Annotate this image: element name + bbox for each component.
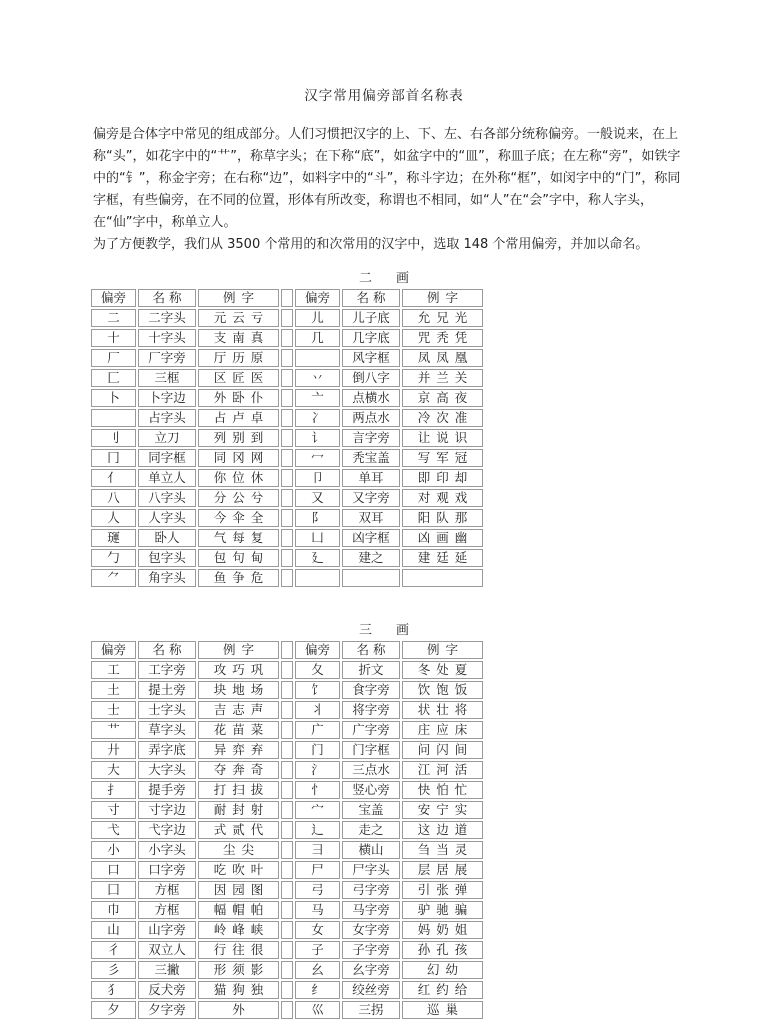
radical-cell <box>91 409 136 427</box>
example-cell: 巡 巢 <box>402 1001 483 1019</box>
radical-cell: 口 <box>91 861 136 879</box>
radical-cell: 廾 <box>91 741 136 759</box>
gap-cell <box>281 681 293 699</box>
example-cell: 层 居 展 <box>402 861 483 879</box>
radical-cell: 人 <box>91 509 136 527</box>
name-cell: 马字旁 <box>342 901 400 919</box>
example-cell: 列 别 到 <box>198 429 279 447</box>
header-name-cell: 名 称 <box>342 641 400 659</box>
radical-cell: 冂 <box>91 449 136 467</box>
gap-cell <box>281 289 293 307</box>
gap-cell <box>281 801 293 819</box>
example-cell: 凤 凤 凰 <box>402 349 483 367</box>
name-cell: 方框 <box>138 881 196 899</box>
table-row <box>91 469 483 487</box>
table-row <box>91 369 483 387</box>
radical-cell: 山 <box>91 921 136 939</box>
gap-cell <box>281 961 293 979</box>
example-cell: 写 军 冠 <box>402 449 483 467</box>
radical-cell: 弋 <box>91 821 136 839</box>
example-cell: 支 南 真 <box>198 329 279 347</box>
header-name-cell: 名 称 <box>342 289 400 307</box>
radical-cell: 马 <box>295 901 340 919</box>
table-row <box>91 761 483 779</box>
radical-cell: 厂 <box>91 349 136 367</box>
section-word: 画 <box>396 271 410 286</box>
name-cell: 立刀 <box>138 429 196 447</box>
radical-cell: 冫 <box>295 409 340 427</box>
header-example-cell: 例 字 <box>402 641 483 659</box>
name-cell: 凶字框 <box>342 529 400 547</box>
gap-cell <box>281 661 293 679</box>
example-cell: 耐 封 射 <box>198 801 279 819</box>
name-cell: 幺字旁 <box>342 961 400 979</box>
name-cell: 弓字旁 <box>342 881 400 899</box>
name-cell <box>342 569 400 587</box>
name-cell: 士字头 <box>138 701 196 719</box>
table-row <box>91 881 483 899</box>
radical-cell: 八 <box>91 489 136 507</box>
radical-cell: 凵 <box>295 529 340 547</box>
name-cell: 单立人 <box>138 469 196 487</box>
name-cell: 双耳 <box>342 509 400 527</box>
gap-cell <box>281 449 293 467</box>
example-cell: 打 扫 拔 <box>198 781 279 799</box>
radical-table-three-strokes <box>89 639 485 1021</box>
header-example-cell: 例 字 <box>402 289 483 307</box>
radical-cell: 尸 <box>295 861 340 879</box>
example-cell: 猫 狗 独 <box>198 981 279 999</box>
gap-cell <box>281 409 293 427</box>
radical-cell: 囗 <box>91 881 136 899</box>
name-cell: 三点水 <box>342 761 400 779</box>
example-cell: 夺 奔 奇 <box>198 761 279 779</box>
radical-cell: 夂 <box>295 661 340 679</box>
radical-cell: 卩 <box>295 469 340 487</box>
example-cell: 并 兰 关 <box>402 369 483 387</box>
example-cell: 孙 孔 孩 <box>402 941 483 959</box>
radical-cell: 刂 <box>91 429 136 447</box>
example-cell: 外 <box>198 1001 279 1019</box>
radical-cell: 冖 <box>295 449 340 467</box>
example-cell: 阳 队 那 <box>402 509 483 527</box>
section-word: 画 <box>396 623 410 638</box>
radical-cell: 夕 <box>91 1001 136 1019</box>
example-cell: 冷 次 准 <box>402 409 483 427</box>
gap-cell <box>281 641 293 659</box>
gap-cell <box>281 881 293 899</box>
name-cell: 单耳 <box>342 469 400 487</box>
radical-cell: 卜 <box>91 389 136 407</box>
section-title-three-strokes <box>0 619 768 638</box>
name-cell: 折文 <box>342 661 400 679</box>
radical-cell: 彳 <box>91 941 136 959</box>
radical-cell: 氵 <box>295 761 340 779</box>
section-number: 三 <box>358 623 372 638</box>
gap-cell <box>281 309 293 327</box>
name-cell: 八字头 <box>138 489 196 507</box>
name-cell: 儿子底 <box>342 309 400 327</box>
radical-cell: 艹 <box>91 721 136 739</box>
example-cell: 鱼 争 危 <box>198 569 279 587</box>
example-cell: 幻 幼 <box>402 961 483 979</box>
header-example-cell: 例 字 <box>198 641 279 659</box>
radical-cell: 广 <box>295 721 340 739</box>
example-cell: 式 贰 代 <box>198 821 279 839</box>
example-cell: 外 卧 仆 <box>198 389 279 407</box>
name-cell: 占字头 <box>138 409 196 427</box>
table-row <box>91 409 483 427</box>
example-cell: 这 边 道 <box>402 821 483 839</box>
name-cell: 建之 <box>342 549 400 567</box>
table-row <box>91 941 483 959</box>
radical-cell: 彐 <box>295 841 340 859</box>
name-cell: 几字底 <box>342 329 400 347</box>
gap-cell <box>281 721 293 739</box>
example-cell: 对 观 戏 <box>402 489 483 507</box>
radical-cell: ⺈ <box>91 569 136 587</box>
gap-cell <box>281 761 293 779</box>
gap-cell <box>281 329 293 347</box>
name-cell: 提土旁 <box>138 681 196 699</box>
example-cell: 因 园 图 <box>198 881 279 899</box>
example-cell: 吃 吹 叶 <box>198 861 279 879</box>
radical-cell: 丷 <box>295 369 340 387</box>
example-cell: 攻 巧 巩 <box>198 661 279 679</box>
example-cell: 红 约 给 <box>402 981 483 999</box>
name-cell: 人字头 <box>138 509 196 527</box>
name-cell: 门字框 <box>342 741 400 759</box>
name-cell: 寸字边 <box>138 801 196 819</box>
radical-cell: 又 <box>295 489 340 507</box>
name-cell: 工字旁 <box>138 661 196 679</box>
example-cell: 京 高 夜 <box>402 389 483 407</box>
name-cell: 绞丝旁 <box>342 981 400 999</box>
radical-cell: 饣 <box>295 681 340 699</box>
name-cell: 弄字底 <box>138 741 196 759</box>
name-cell: 竖心旁 <box>342 781 400 799</box>
gap-cell <box>281 469 293 487</box>
gap-cell <box>281 861 293 879</box>
table-row <box>91 841 483 859</box>
radical-cell: 宀 <box>295 801 340 819</box>
table-row <box>91 661 483 679</box>
table-row <box>91 801 483 819</box>
radical-cell: 讠 <box>295 429 340 447</box>
example-cell: 饮 饱 饭 <box>402 681 483 699</box>
example-cell: 安 宁 实 <box>402 801 483 819</box>
table-row <box>91 921 483 939</box>
gap-cell <box>281 701 293 719</box>
radical-cell: 彡 <box>91 961 136 979</box>
example-cell: 问 闪 间 <box>402 741 483 759</box>
name-cell: 食字旁 <box>342 681 400 699</box>
radical-cell: 犭 <box>91 981 136 999</box>
intro-paragraph: 为了方便教学，我们从 3500 个常用的和次常用的汉字中，选取 148 个常用偏旁，并加以命名。 <box>93 237 649 252</box>
radical-cell: 土 <box>91 681 136 699</box>
gap-cell <box>281 901 293 919</box>
example-cell: 即 印 却 <box>402 469 483 487</box>
example-cell: 块 地 场 <box>198 681 279 699</box>
gap-cell <box>281 981 293 999</box>
name-cell: 言字旁 <box>342 429 400 447</box>
radical-cell: 女 <box>295 921 340 939</box>
name-cell: 卜字边 <box>138 389 196 407</box>
name-cell: 厂字旁 <box>138 349 196 367</box>
gap-cell <box>281 1001 293 1019</box>
gap-cell <box>281 781 293 799</box>
name-cell: 提手旁 <box>138 781 196 799</box>
section-title-two-strokes <box>0 267 768 286</box>
table-header-row <box>91 289 483 307</box>
example-cell: 尘 尖 <box>198 841 279 859</box>
table-row <box>91 389 483 407</box>
example-cell: 凶 画 幽 <box>402 529 483 547</box>
example-cell: 异 弈 弃 <box>198 741 279 759</box>
table-row <box>91 981 483 999</box>
table-row <box>91 509 483 527</box>
name-cell: 包字头 <box>138 549 196 567</box>
name-cell: 山字旁 <box>138 921 196 939</box>
gap-cell <box>281 509 293 527</box>
example-cell: 让 说 识 <box>402 429 483 447</box>
table-row <box>91 901 483 919</box>
table-row <box>91 329 483 347</box>
name-cell: 弋字边 <box>138 821 196 839</box>
name-cell: 十字头 <box>138 329 196 347</box>
radical-cell: 辶 <box>295 821 340 839</box>
example-cell: 形 须 影 <box>198 961 279 979</box>
gap-cell <box>281 349 293 367</box>
name-cell: 点横水 <box>342 389 400 407</box>
example-cell: 驴 驰 骗 <box>402 901 483 919</box>
header-radical-cell: 偏旁 <box>295 641 340 659</box>
table-row <box>91 961 483 979</box>
example-cell: 你 位 休 <box>198 469 279 487</box>
radical-table-two-strokes <box>89 287 485 589</box>
name-cell: 二字头 <box>138 309 196 327</box>
example-cell: 花 苗 菜 <box>198 721 279 739</box>
name-cell: 反犬旁 <box>138 981 196 999</box>
radical-cell: 丬 <box>295 701 340 719</box>
example-cell: 气 每 复 <box>198 529 279 547</box>
header-name-cell: 名 称 <box>138 289 196 307</box>
example-cell: 妈 奶 姐 <box>402 921 483 939</box>
name-cell: 双立人 <box>138 941 196 959</box>
name-cell: 大字头 <box>138 761 196 779</box>
radical-cell <box>295 349 340 367</box>
gap-cell <box>281 941 293 959</box>
radical-cell: 匚 <box>91 369 136 387</box>
table-row <box>91 489 483 507</box>
example-cell <box>402 569 483 587</box>
name-cell: 角字头 <box>138 569 196 587</box>
radical-cell: 勹 <box>91 549 136 567</box>
name-cell: 两点水 <box>342 409 400 427</box>
radical-cell: 亻 <box>91 469 136 487</box>
gap-cell <box>281 841 293 859</box>
example-cell: 引 张 弹 <box>402 881 483 899</box>
example-cell: 庄 应 床 <box>402 721 483 739</box>
table-row <box>91 309 483 327</box>
table-row <box>91 741 483 759</box>
name-cell: 三撇 <box>138 961 196 979</box>
name-cell: 草字头 <box>138 721 196 739</box>
example-cell: 建 廷 延 <box>402 549 483 567</box>
example-cell: 江 河 活 <box>402 761 483 779</box>
table-header-row <box>91 641 483 659</box>
table-row <box>91 569 483 587</box>
example-cell: 今 伞 全 <box>198 509 279 527</box>
name-cell: 宝盖 <box>342 801 400 819</box>
example-cell: 咒 秃 凭 <box>402 329 483 347</box>
intro-text <box>93 124 693 256</box>
example-cell: 快 怕 忙 <box>402 781 483 799</box>
name-cell: 广字旁 <box>342 721 400 739</box>
radical-cell: 亠 <box>295 389 340 407</box>
example-cell: 元 云 亏 <box>198 309 279 327</box>
name-cell: 女字旁 <box>342 921 400 939</box>
name-cell: 口字旁 <box>138 861 196 879</box>
radical-cell: 巾 <box>91 901 136 919</box>
radical-cell: 巛 <box>295 1001 340 1019</box>
example-cell: 厅 历 原 <box>198 349 279 367</box>
section-number: 二 <box>358 271 372 286</box>
example-cell: 幅 帽 帕 <box>198 901 279 919</box>
example-cell: 冬 处 夏 <box>402 661 483 679</box>
radical-cell: 子 <box>295 941 340 959</box>
radical-cell: 弓 <box>295 881 340 899</box>
radical-cell: 二 <box>91 309 136 327</box>
radical-cell: 工 <box>91 661 136 679</box>
radical-cell: 扌 <box>91 781 136 799</box>
table-row <box>91 429 483 447</box>
radical-cell: 璭 <box>91 529 136 547</box>
gap-cell <box>281 921 293 939</box>
gap-cell <box>281 369 293 387</box>
radical-cell: 忄 <box>295 781 340 799</box>
header-radical-cell: 偏旁 <box>91 289 136 307</box>
radical-cell: 门 <box>295 741 340 759</box>
header-name-cell: 名 称 <box>138 641 196 659</box>
radical-cell: 士 <box>91 701 136 719</box>
name-cell: 夕字旁 <box>138 1001 196 1019</box>
name-cell: 三拐 <box>342 1001 400 1019</box>
example-cell: 包 句 甸 <box>198 549 279 567</box>
example-cell: 岭 峰 峡 <box>198 921 279 939</box>
radical-cell: 寸 <box>91 801 136 819</box>
name-cell: 卧人 <box>138 529 196 547</box>
example-cell: 刍 当 灵 <box>402 841 483 859</box>
table-row <box>91 349 483 367</box>
gap-cell <box>281 389 293 407</box>
name-cell: 走之 <box>342 821 400 839</box>
gap-cell <box>281 489 293 507</box>
table-row <box>91 681 483 699</box>
name-cell: 又字旁 <box>342 489 400 507</box>
radical-cell: 大 <box>91 761 136 779</box>
header-radical-cell: 偏旁 <box>295 289 340 307</box>
radical-cell: 小 <box>91 841 136 859</box>
example-cell: 同 冈 网 <box>198 449 279 467</box>
name-cell: 秃宝盖 <box>342 449 400 467</box>
example-cell: 行 往 很 <box>198 941 279 959</box>
example-cell: 吉 志 声 <box>198 701 279 719</box>
table-row <box>91 1001 483 1019</box>
name-cell: 三框 <box>138 369 196 387</box>
gap-cell <box>281 569 293 587</box>
radical-cell: 廴 <box>295 549 340 567</box>
example-cell: 占 卢 卓 <box>198 409 279 427</box>
name-cell: 尸字头 <box>342 861 400 879</box>
radical-cell: 几 <box>295 329 340 347</box>
gap-cell <box>281 821 293 839</box>
radical-cell: 幺 <box>295 961 340 979</box>
example-cell: 区 匠 医 <box>198 369 279 387</box>
name-cell: 横山 <box>342 841 400 859</box>
gap-cell <box>281 529 293 547</box>
gap-cell <box>281 741 293 759</box>
name-cell: 倒八字 <box>342 369 400 387</box>
table-row <box>91 861 483 879</box>
example-cell: 状 壮 将 <box>402 701 483 719</box>
name-cell: 子字旁 <box>342 941 400 959</box>
gap-cell <box>281 549 293 567</box>
header-radical-cell: 偏旁 <box>91 641 136 659</box>
table-row <box>91 701 483 719</box>
table-row <box>91 781 483 799</box>
gap-cell <box>281 429 293 447</box>
radical-cell: 纟 <box>295 981 340 999</box>
name-cell: 方框 <box>138 901 196 919</box>
radical-cell: 儿 <box>295 309 340 327</box>
table-row <box>91 821 483 839</box>
name-cell: 小字头 <box>138 841 196 859</box>
table-row <box>91 449 483 467</box>
example-cell: 分 公 兮 <box>198 489 279 507</box>
table-row <box>91 549 483 567</box>
intro-paragraph: 偏旁是合体字中常见的组成部分。人们习惯把汉字的上、下、左、右各部分统称偏旁。一般说来，在上称“头”，如花字中的“艹”，称草字头；在下称“底”，如盆字中的“皿”，称皿子底；在左称“旁”，如铁字中的“钅”，称金字旁；在右称“边”，如料字中的“斗”，称斗字边；在外称“框”，如闵字中的“门”，称同字框，有些偏旁，在不同的位置，形体有所改变，称谓也不相同，如“人”在“会”字中，称人字头，在“仙”字中，称单立人。 <box>93 127 681 230</box>
radical-cell <box>295 569 340 587</box>
header-example-cell: 例 字 <box>198 289 279 307</box>
name-cell: 同字框 <box>138 449 196 467</box>
name-cell: 风字框 <box>342 349 400 367</box>
example-cell: 允 兄 光 <box>402 309 483 327</box>
table-row <box>91 721 483 739</box>
radical-cell: 阝 <box>295 509 340 527</box>
page-title: 汉字常用偏旁部首名称表 <box>304 88 464 104</box>
table-row <box>91 529 483 547</box>
radical-cell: 十 <box>91 329 136 347</box>
name-cell: 将字旁 <box>342 701 400 719</box>
